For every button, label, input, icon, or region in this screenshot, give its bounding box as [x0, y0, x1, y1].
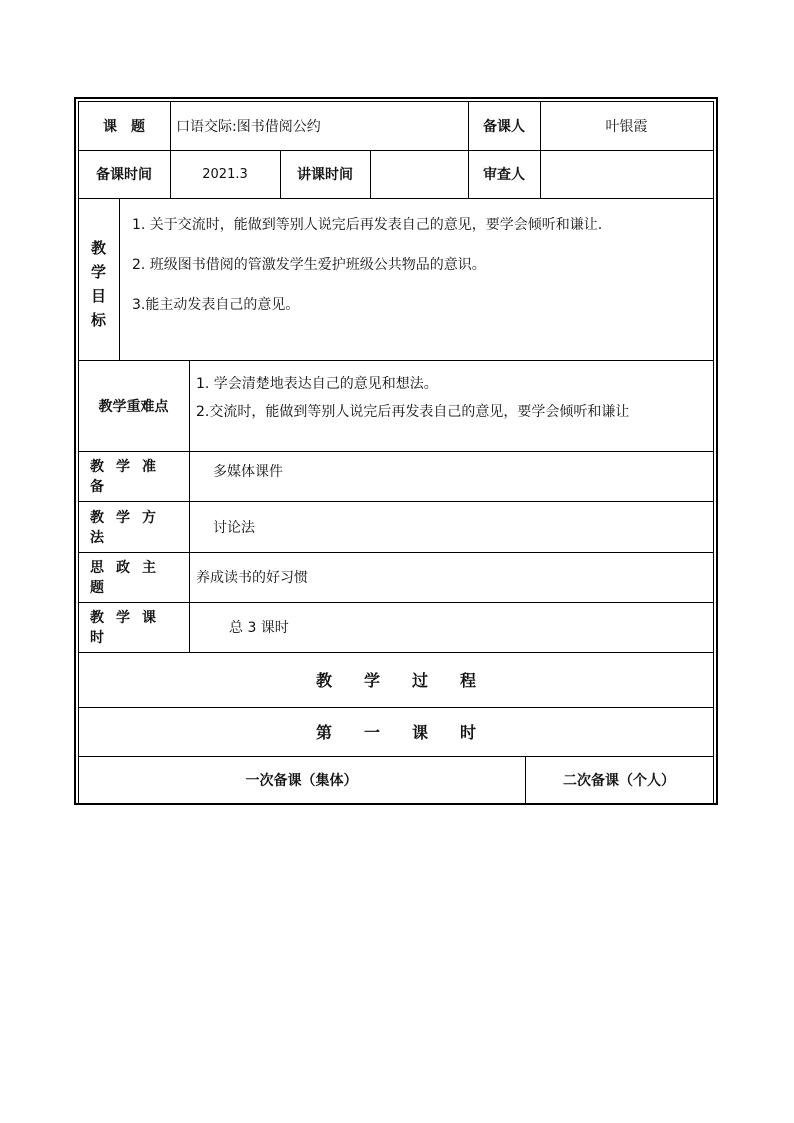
- objective-item: 2. 班级图书借阅的管激发学生爱护班级公共物品的意识。: [132, 257, 486, 273]
- line: [78, 803, 714, 804]
- key-point-item: 2.交流时，能做到等别人说完后再发表自己的意见，要学会倾听和谦让: [196, 404, 630, 420]
- reviewer-value: [540, 150, 713, 198]
- periods-label: 教学课时: [90, 610, 168, 646]
- second-prep-heading: 二次备课（个人）: [563, 772, 675, 789]
- method-label: 教学方法: [90, 509, 168, 546]
- preparer-value: 叶银霞: [605, 118, 648, 135]
- line: [78, 198, 714, 199]
- preparation-label: 教学准备: [90, 459, 168, 495]
- first-prep-heading: 一次备课（集体）: [245, 772, 358, 789]
- prep-time-value: 2021.3: [202, 166, 248, 182]
- topic-label: 课 题: [103, 118, 145, 135]
- objectives-label-char: 标: [90, 311, 106, 329]
- ideology-label: 思政主题: [90, 560, 168, 596]
- key-point-item: 1. 学会清楚地表达自己的意见和想法。: [196, 376, 438, 392]
- line: [189, 360, 190, 652]
- objectives-label: [78, 236, 119, 332]
- ideology-value: 养成读书的好习惯: [196, 570, 308, 586]
- objectives-label-char: 目: [90, 287, 106, 305]
- topic-value: 口语交际:图书借阅公约: [176, 118, 321, 135]
- process-title: 教 学 过 程: [315, 671, 476, 690]
- method-value: 讨论法: [213, 519, 255, 536]
- lecture-time-value: [370, 150, 468, 198]
- objective-item: 3.能主动发表自己的意见。: [132, 297, 300, 313]
- objective-item: 1. 关于交流时，能做到等别人说完后再发表自己的意见，要学会倾听和谦让.: [132, 217, 603, 233]
- key-points-label: 教学重难点: [98, 398, 169, 415]
- lesson-title: 第 一 课 时: [315, 723, 476, 742]
- preparer-label: 备课人: [483, 118, 525, 135]
- objectives-label-char: 学: [90, 263, 106, 281]
- prep-time-label: 备课时间: [96, 167, 152, 183]
- preparation-value: 多媒体课件: [213, 464, 283, 480]
- lecture-time-label: 讲课时间: [297, 167, 353, 183]
- objectives-label-char: 教: [90, 239, 106, 257]
- line: [119, 198, 120, 360]
- reviewer-label: 审查人: [483, 167, 525, 183]
- periods-value: 总 3 课时: [229, 620, 289, 636]
